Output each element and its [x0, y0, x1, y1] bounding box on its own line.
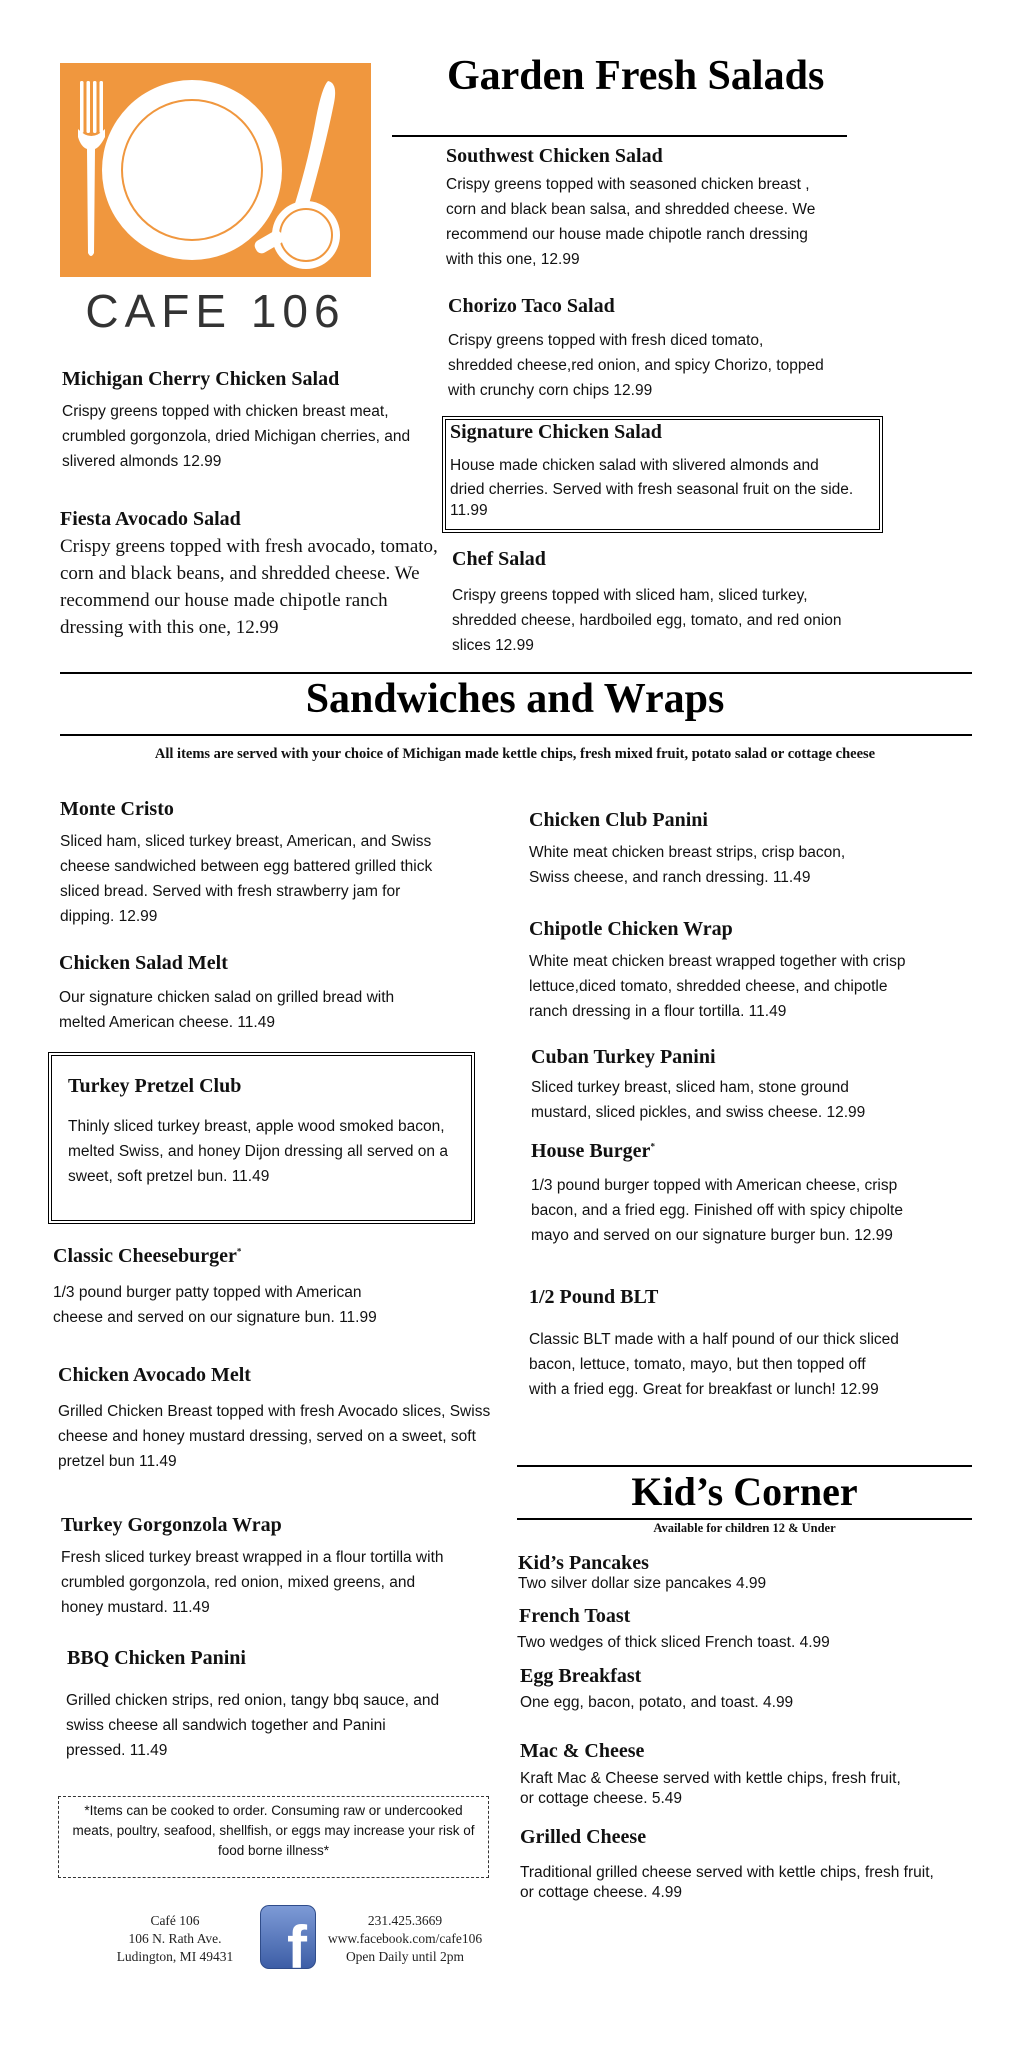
menu-item-kids-pancakes	[518, 1552, 958, 1593]
item-description: Fresh sliced turkey breast wrapped in a flour tortilla with crumbled gorgonzola, red onion, mixed greens, and honey mustard. 11.49	[61, 1549, 444, 1616]
cafe-logo	[60, 63, 371, 277]
menu-item-mac-and-cheese	[520, 1740, 960, 1809]
item-name: Chicken Club Panini	[529, 809, 708, 831]
sandwiches-bottom-rule	[60, 734, 972, 736]
sandwiches-top-rule	[60, 672, 972, 674]
item-description: Crispy greens topped with fresh diced tomato, shredded cheese,red onion, and spicy Chorizo, topped with crunchy corn chips 12.99	[448, 332, 824, 399]
item-description: Sliced ham, sliced turkey breast, American, and Swiss cheese sandwiched between egg battered grilled thick sliced bread. Served with fresh strawberry jam for dipping. 12.99	[60, 833, 433, 925]
menu-item-bbq-chicken-panini	[67, 1647, 487, 1763]
menu-item-half-pound-blt	[529, 1286, 949, 1402]
item-name: Mac & Cheese	[520, 1740, 645, 1762]
item-description: Crispy greens topped with fresh avocado, tomato, corn and black beans, and shredded cheese. We recommend our house made chipotle ranch dressing with this one, 12.99	[60, 536, 438, 638]
kids-title: Kid’s Corner	[631, 1469, 858, 1514]
kids-top-rule	[517, 1465, 972, 1467]
menu-item-monte-cristo	[60, 798, 460, 929]
item-name: Egg Breakfast	[520, 1665, 642, 1687]
item-description: Two silver dollar size pancakes 4.99	[518, 1575, 767, 1592]
item-description: Sliced turkey breast, sliced ham, stone ground mustard, sliced pickles, and swiss cheese. 12.99	[531, 1079, 866, 1121]
item-description: Our signature chicken salad on grilled bread with melted American cheese. 11.49	[59, 989, 395, 1031]
item-description: Crispy greens topped with chicken breast meat, crumbled gorgonzola, dried Michigan cherries, and slivered almonds 12.99	[62, 403, 411, 470]
menu-item-chef-salad	[452, 548, 872, 658]
item-name: Cuban Turkey Panini	[531, 1046, 716, 1068]
item-name: Fiesta Avocado Salad	[60, 508, 241, 530]
item-description: Classic BLT made with a half pound of our thick sliced bacon, lettuce, tomato, mayo, but then topped off with a fried egg. Great for breakfast or lunch! 12.99	[529, 1331, 899, 1398]
item-name: Chicken Avocado Melt	[58, 1364, 251, 1386]
item-description: Kraft Mac & Cheese served with kettle chips, fresh fruit, or cottage cheese. 5.49	[520, 1770, 901, 1807]
item-description: Traditional grilled cheese served with kettle chips, fresh fruit, or cottage cheese. 4.99	[520, 1864, 934, 1901]
item-name: Turkey Pretzel Club	[68, 1075, 242, 1097]
item-name: House Burger*	[531, 1140, 655, 1162]
kids-bottom-rule	[517, 1518, 972, 1520]
menu-item-classic-cheeseburger	[53, 1245, 453, 1330]
item-description: Grilled chicken strips, red onion, tangy bbq sauce, and swiss cheese all sandwich together and Panini pressed. 11.49	[66, 1692, 440, 1759]
food-safety-disclaimer: *Items can be cooked to order. Consuming raw or undercooked meats, poultry, seafood, shellfish, or eggs may increase your risk of food borne illness*	[58, 1796, 489, 1878]
menu-item-chicken-salad-melt	[59, 952, 459, 1035]
menu-item-french-toast	[519, 1605, 959, 1655]
item-name: Classic Cheeseburger*	[53, 1245, 242, 1267]
item-description: Two wedges of thick sliced French toast. 4.99	[517, 1634, 830, 1651]
salads-title-rule	[392, 135, 847, 137]
item-description: White meat chicken breast strips, crisp bacon, Swiss cheese, and ranch dressing. 11.49	[529, 844, 846, 886]
item-description: One egg, bacon, potato, and toast. 4.99	[520, 1694, 794, 1711]
kids-subtitle: Available for children 12 & Under	[653, 1521, 836, 1535]
item-name: French Toast	[519, 1605, 631, 1627]
menu-item-house-burger	[531, 1140, 951, 1248]
item-name: Grilled Cheese	[520, 1826, 647, 1848]
menu-item-turkey-pretzel-club	[68, 1075, 468, 1189]
item-name: Kid’s Pancakes	[518, 1552, 649, 1574]
item-description: 1/3 pound burger patty topped with American cheese and served on our signature bun. 11.99	[53, 1284, 377, 1326]
menu-item-chicken-avocado-melt	[58, 1364, 498, 1474]
item-name: Chorizo Taco Salad	[448, 295, 615, 317]
item-description: House made chicken salad with slivered almonds and dried cherries. Served with fresh seasonal fruit on the side. 11.99	[450, 457, 854, 519]
item-name: Chef Salad	[452, 548, 546, 570]
item-name: Michigan Cherry Chicken Salad	[62, 368, 340, 390]
item-description: Thinly sliced turkey breast, apple wood smoked bacon, melted Swiss, and honey Dijon dressing all served on a sweet, soft pretzel bun. 11.49	[68, 1118, 448, 1185]
menu-item-fiesta-avocado-salad	[60, 508, 440, 641]
menu-item-chorizo-taco-salad	[448, 295, 868, 403]
fork-plate-knife-icon	[60, 63, 371, 277]
menu-item-chipotle-chicken-wrap	[529, 918, 949, 1024]
menu-item-michigan-cherry-chicken-salad	[62, 368, 442, 474]
menu-item-grilled-cheese	[520, 1826, 980, 1903]
item-description: Crispy greens topped with seasoned chicken breast , corn and black bean salsa, and shredded cheese. We recommend our house made chipotle ranch dressing with this one, 12.99	[446, 176, 816, 268]
menu-item-turkey-gorgonzola-wrap	[61, 1514, 481, 1620]
sandwiches-subtitle: All items are served with your choice of Michigan made kettle chips, fresh mixed fruit, potato salad or cottage cheese	[154, 746, 876, 762]
menu-item-chicken-club-panini	[529, 809, 949, 890]
item-name: 1/2 Pound BLT	[529, 1286, 659, 1308]
menu-item-southwest-chicken-salad	[446, 145, 846, 272]
menu-item-cuban-turkey-panini	[531, 1046, 951, 1125]
salads-title: Garden Fresh Salads	[447, 53, 825, 99]
item-name: Chicken Salad Melt	[59, 952, 228, 974]
item-name: Chipotle Chicken Wrap	[529, 918, 733, 940]
facebook-link[interactable]: www.facebook.com/cafe106	[327, 1931, 483, 1946]
item-name: Signature Chicken Salad	[450, 421, 662, 443]
item-description: Grilled Chicken Breast topped with fresh Avocado slices, Swiss cheese and honey mustard dressing, served on a sweet, soft pretzel bun 11.49	[58, 1403, 491, 1470]
item-name: Southwest Chicken Salad	[446, 145, 663, 167]
item-name: Monte Cristo	[60, 798, 174, 820]
cafe-name: CAFE 106	[85, 285, 346, 337]
footer-address: Café 106 106 N. Rath Ave. Ludington, MI 49431	[116, 1913, 234, 1964]
item-name: Turkey Gorgonzola Wrap	[61, 1514, 282, 1536]
menu-item-egg-breakfast	[520, 1665, 960, 1715]
item-description: 1/3 pound burger topped with American cheese, crisp bacon, and a fried egg. Finished off with spicy chipolte mayo and served on our signature burger bun. 12.99	[531, 1177, 903, 1244]
item-description: Crispy greens topped with sliced ham, sliced turkey, shredded cheese, hardboiled egg, tomato, and red onion slices 12.99	[452, 587, 842, 654]
item-description: White meat chicken breast wrapped together with crisp lettuce,diced tomato, shredded cheese, and chipotle ranch dressing in a flour tortilla. 11.49	[529, 953, 906, 1020]
item-name: BBQ Chicken Panini	[67, 1647, 246, 1669]
footer-contact: 231.425.3669 www.facebook.com/cafe106 Open Daily until 2pm	[320, 1912, 490, 1966]
menu-item-signature-chicken-salad	[450, 421, 880, 520]
sandwiches-title: Sandwiches and Wraps	[305, 676, 725, 722]
facebook-icon[interactable]: f	[260, 1905, 316, 1969]
